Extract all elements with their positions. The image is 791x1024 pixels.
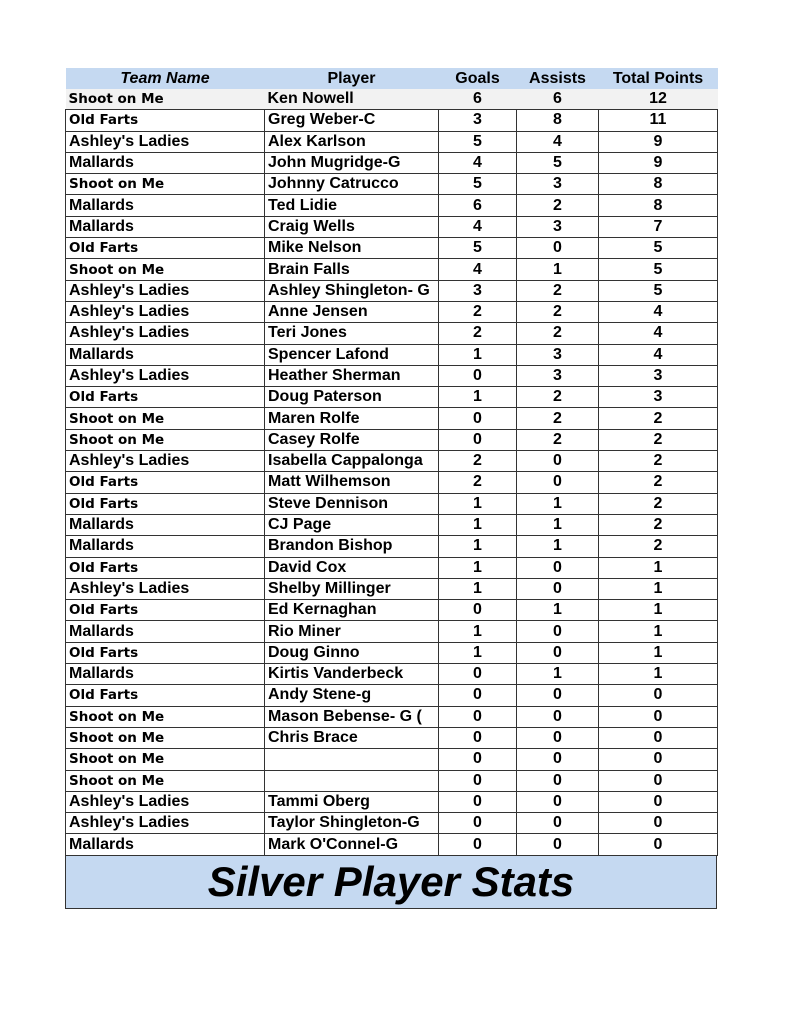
assists-cell: 2 — [517, 408, 599, 429]
table-row — [66, 791, 718, 812]
player-cell: Heather Sherman — [265, 365, 439, 386]
player-cell: Mark O'Connel-G — [265, 834, 439, 855]
player-cell — [265, 770, 439, 791]
assists-cell: 0 — [517, 472, 599, 493]
player-cell: Johnny Catrucco — [265, 174, 439, 195]
assists-cell: 0 — [517, 451, 599, 472]
player-cell: Anne Jensen — [265, 301, 439, 322]
total-points-cell: 1 — [599, 664, 718, 685]
team-cell: Old Farts — [66, 600, 265, 621]
goals-cell: 3 — [439, 110, 517, 131]
player-cell: Brandon Bishop — [265, 536, 439, 557]
assists-cell: 2 — [517, 195, 599, 216]
table-row — [66, 621, 718, 642]
player-cell: David Cox — [265, 557, 439, 578]
goals-cell: 0 — [439, 365, 517, 386]
assists-cell: 2 — [517, 387, 599, 408]
table-row — [66, 216, 718, 237]
table-row — [66, 365, 718, 386]
total-points-cell: 2 — [599, 408, 718, 429]
goals-cell: 6 — [439, 195, 517, 216]
goals-cell: 1 — [439, 578, 517, 599]
goals-cell: 1 — [439, 536, 517, 557]
table-row — [66, 89, 718, 110]
goals-cell: 0 — [439, 791, 517, 812]
team-cell: Ashley's Ladies — [66, 301, 265, 322]
table-row — [66, 834, 718, 855]
player-cell: John Mugridge-G — [265, 152, 439, 173]
stats-rows — [66, 89, 718, 855]
assists-cell: 0 — [517, 749, 599, 770]
assists-cell: 1 — [517, 664, 599, 685]
header-row — [66, 68, 718, 89]
team-cell: Old Farts — [66, 557, 265, 578]
total-points-cell: 1 — [599, 578, 718, 599]
total-points-cell: 0 — [599, 813, 718, 834]
team-cell: Ashley's Ladies — [66, 791, 265, 812]
goals-cell: 6 — [439, 89, 517, 110]
goals-cell: 4 — [439, 152, 517, 173]
team-cell: Ashley's Ladies — [66, 280, 265, 301]
player-cell: Spencer Lafond — [265, 344, 439, 365]
table-row — [66, 238, 718, 259]
table-row — [66, 749, 718, 770]
player-cell: Greg Weber-C — [265, 110, 439, 131]
assists-cell: 5 — [517, 152, 599, 173]
team-cell: Mallards — [66, 152, 265, 173]
goals-cell: 1 — [439, 557, 517, 578]
table-row — [66, 451, 718, 472]
total-points-cell: 0 — [599, 685, 718, 706]
total-points-cell: 12 — [599, 89, 718, 110]
team-cell: Old Farts — [66, 493, 265, 514]
total-points-cell: 9 — [599, 131, 718, 152]
player-cell: Doug Ginno — [265, 642, 439, 663]
assists-cell: 0 — [517, 238, 599, 259]
assists-cell: 0 — [517, 621, 599, 642]
assists-cell: 0 — [517, 557, 599, 578]
total-points-cell: 5 — [599, 238, 718, 259]
table-row — [66, 174, 718, 195]
total-points-cell: 2 — [599, 514, 718, 535]
player-cell: Teri Jones — [265, 323, 439, 344]
table-row — [66, 514, 718, 535]
team-cell: Old Farts — [66, 472, 265, 493]
team-cell: Shoot on Me — [66, 259, 265, 280]
total-points-cell: 8 — [599, 174, 718, 195]
player-cell: Ashley Shingleton- G — [265, 280, 439, 301]
assists-header: Assists — [517, 68, 599, 89]
total-points-cell: 0 — [599, 834, 718, 855]
team-cell: Mallards — [66, 621, 265, 642]
table-row — [66, 280, 718, 301]
total-points-cell: 2 — [599, 536, 718, 557]
goals-cell: 1 — [439, 514, 517, 535]
goals-cell: 2 — [439, 323, 517, 344]
player-cell: Mason Bebense- G ( — [265, 706, 439, 727]
goals-cell: 0 — [439, 408, 517, 429]
table-row — [66, 600, 718, 621]
goals-cell: 0 — [439, 685, 517, 706]
goals-cell: 3 — [439, 280, 517, 301]
goals-cell: 0 — [439, 429, 517, 450]
assists-cell: 1 — [517, 600, 599, 621]
total-points-cell: 2 — [599, 451, 718, 472]
goals-cell: 0 — [439, 770, 517, 791]
stats-sheet — [65, 68, 717, 909]
goals-cell: 0 — [439, 813, 517, 834]
table-row — [66, 110, 718, 131]
total-points-cell: 4 — [599, 301, 718, 322]
assists-cell: 2 — [517, 280, 599, 301]
player-cell: Ken Nowell — [265, 89, 439, 110]
player-cell: Kirtis Vanderbeck — [265, 664, 439, 685]
goals-cell: 0 — [439, 664, 517, 685]
player-cell: Mike Nelson — [265, 238, 439, 259]
player-cell: Steve Dennison — [265, 493, 439, 514]
team-cell: Mallards — [66, 834, 265, 855]
assists-cell: 0 — [517, 642, 599, 663]
team-cell: Ashley's Ladies — [66, 451, 265, 472]
player-cell — [265, 749, 439, 770]
team-cell: Old Farts — [66, 685, 265, 706]
assists-cell: 0 — [517, 706, 599, 727]
assists-cell: 0 — [517, 727, 599, 748]
table-row — [66, 813, 718, 834]
total-points-cell: 0 — [599, 727, 718, 748]
goals-cell: 2 — [439, 472, 517, 493]
player-cell: Alex Karlson — [265, 131, 439, 152]
assists-cell: 2 — [517, 301, 599, 322]
table-row — [66, 387, 718, 408]
goals-cell: 1 — [439, 493, 517, 514]
table-row — [66, 152, 718, 173]
table-row — [66, 557, 718, 578]
assists-cell: 0 — [517, 791, 599, 812]
table-row — [66, 344, 718, 365]
player-cell: Casey Rolfe — [265, 429, 439, 450]
goals-cell: 5 — [439, 131, 517, 152]
assists-cell: 2 — [517, 429, 599, 450]
team-cell: Shoot on Me — [66, 89, 265, 110]
table-row — [66, 408, 718, 429]
total-points-cell: 3 — [599, 387, 718, 408]
total-points-cell: 8 — [599, 195, 718, 216]
total-points-cell: 3 — [599, 365, 718, 386]
table-row — [66, 770, 718, 791]
total-points-cell: 0 — [599, 791, 718, 812]
goals-cell: 5 — [439, 174, 517, 195]
table-row — [66, 664, 718, 685]
total-points-cell: 1 — [599, 557, 718, 578]
team-cell: Ashley's Ladies — [66, 365, 265, 386]
player-cell: Shelby Millinger — [265, 578, 439, 599]
sheet-title: Silver Player Stats — [207, 857, 575, 905]
player-cell: Matt Wilhemson — [265, 472, 439, 493]
total-points-cell: 9 — [599, 152, 718, 173]
assists-cell: 0 — [517, 685, 599, 706]
assists-cell: 1 — [517, 536, 599, 557]
player-cell: Doug Paterson — [265, 387, 439, 408]
total-points-cell: 2 — [599, 429, 718, 450]
assists-cell: 3 — [517, 174, 599, 195]
player-cell: Taylor Shingleton-G — [265, 813, 439, 834]
assists-cell: 4 — [517, 131, 599, 152]
team-cell: Shoot on Me — [66, 727, 265, 748]
player-cell: Brain Falls — [265, 259, 439, 280]
player-header: Player — [265, 68, 439, 89]
team-cell: Shoot on Me — [66, 770, 265, 791]
table-row — [66, 301, 718, 322]
team-cell: Ashley's Ladies — [66, 131, 265, 152]
goals-cell: 0 — [439, 749, 517, 770]
team-name-header: Team Name — [66, 68, 265, 89]
total-points-cell: 0 — [599, 706, 718, 727]
team-cell: Old Farts — [66, 387, 265, 408]
team-cell: Mallards — [66, 195, 265, 216]
team-cell: Shoot on Me — [66, 706, 265, 727]
table-row — [66, 536, 718, 557]
total-points-cell: 4 — [599, 344, 718, 365]
team-cell: Old Farts — [66, 110, 265, 131]
goals-cell: 0 — [439, 727, 517, 748]
footer-banner — [65, 856, 717, 909]
team-cell: Ashley's Ladies — [66, 578, 265, 599]
total-points-cell: 0 — [599, 749, 718, 770]
assists-cell: 1 — [517, 514, 599, 535]
table-row — [66, 131, 718, 152]
player-cell: Rio Miner — [265, 621, 439, 642]
table-row — [66, 685, 718, 706]
player-cell: Ted Lidie — [265, 195, 439, 216]
team-cell: Mallards — [66, 514, 265, 535]
goals-cell: 0 — [439, 600, 517, 621]
assists-cell: 0 — [517, 834, 599, 855]
total-points-cell: 2 — [599, 472, 718, 493]
assists-cell: 0 — [517, 813, 599, 834]
total-points-cell: 1 — [599, 600, 718, 621]
table-row — [66, 727, 718, 748]
stats-table — [65, 68, 718, 856]
assists-cell: 2 — [517, 323, 599, 344]
total-points-header: Total Points — [599, 68, 718, 89]
player-cell: Chris Brace — [265, 727, 439, 748]
assists-cell: 3 — [517, 216, 599, 237]
goals-cell: 2 — [439, 301, 517, 322]
total-points-cell: 0 — [599, 770, 718, 791]
team-cell: Ashley's Ladies — [66, 323, 265, 344]
total-points-cell: 1 — [599, 621, 718, 642]
player-cell: CJ Page — [265, 514, 439, 535]
assists-cell: 0 — [517, 770, 599, 791]
team-cell: Ashley's Ladies — [66, 813, 265, 834]
table-row — [66, 578, 718, 599]
goals-header: Goals — [439, 68, 517, 89]
total-points-cell: 2 — [599, 493, 718, 514]
goals-cell: 4 — [439, 216, 517, 237]
total-points-cell: 11 — [599, 110, 718, 131]
table-row — [66, 642, 718, 663]
total-points-cell: 5 — [599, 259, 718, 280]
assists-cell: 3 — [517, 365, 599, 386]
total-points-cell: 5 — [599, 280, 718, 301]
team-cell: Shoot on Me — [66, 174, 265, 195]
goals-cell: 0 — [439, 834, 517, 855]
table-row — [66, 706, 718, 727]
goals-cell: 4 — [439, 259, 517, 280]
goals-cell: 1 — [439, 621, 517, 642]
table-row — [66, 259, 718, 280]
team-cell: Shoot on Me — [66, 429, 265, 450]
player-cell: Craig Wells — [265, 216, 439, 237]
assists-cell: 0 — [517, 578, 599, 599]
player-cell: Andy Stene-g — [265, 685, 439, 706]
total-points-cell: 4 — [599, 323, 718, 344]
table-row — [66, 195, 718, 216]
team-cell: Mallards — [66, 344, 265, 365]
table-row — [66, 323, 718, 344]
team-cell: Shoot on Me — [66, 749, 265, 770]
assists-cell: 6 — [517, 89, 599, 110]
goals-cell: 0 — [439, 706, 517, 727]
player-cell: Isabella Cappalonga — [265, 451, 439, 472]
table-row — [66, 493, 718, 514]
team-cell: Mallards — [66, 664, 265, 685]
assists-cell: 3 — [517, 344, 599, 365]
goals-cell: 5 — [439, 238, 517, 259]
assists-cell: 8 — [517, 110, 599, 131]
assists-cell: 1 — [517, 259, 599, 280]
player-cell: Maren Rolfe — [265, 408, 439, 429]
player-cell: Ed Kernaghan — [265, 600, 439, 621]
total-points-cell: 1 — [599, 642, 718, 663]
goals-cell: 2 — [439, 451, 517, 472]
team-cell: Old Farts — [66, 642, 265, 663]
team-cell: Shoot on Me — [66, 408, 265, 429]
team-cell: Mallards — [66, 536, 265, 557]
player-cell: Tammi Oberg — [265, 791, 439, 812]
goals-cell: 1 — [439, 344, 517, 365]
team-cell: Old Farts — [66, 238, 265, 259]
total-points-cell: 7 — [599, 216, 718, 237]
goals-cell: 1 — [439, 387, 517, 408]
assists-cell: 1 — [517, 493, 599, 514]
goals-cell: 1 — [439, 642, 517, 663]
table-row — [66, 429, 718, 450]
table-row — [66, 472, 718, 493]
team-cell: Mallards — [66, 216, 265, 237]
